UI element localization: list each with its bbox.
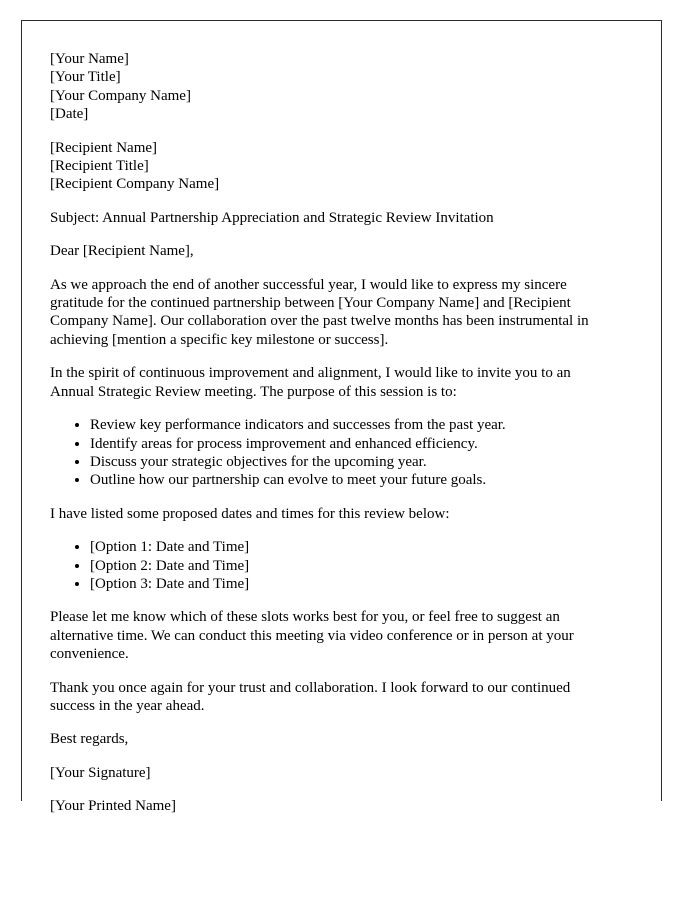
printed-name-text: [Your Printed Name] <box>50 798 176 815</box>
option-bullet-list <box>50 538 633 593</box>
letter-date: [Date] <box>50 106 89 123</box>
sender-block <box>50 50 633 124</box>
paragraph-dates-intro <box>50 505 633 523</box>
paragraph-line: gratitude for the continued partnership between [Your Company Name] and [Recipient <box>50 295 571 312</box>
recipient-block <box>50 139 633 194</box>
subject-line <box>50 209 633 227</box>
paragraph-invite <box>50 364 633 401</box>
recipient-title: [Recipient Title] <box>50 158 149 175</box>
paragraph-line: alternative time. We can conduct this meeting via video conference or in person at your <box>50 627 574 644</box>
option-bullet-item: • [Option 3: Date and Time] <box>90 575 633 593</box>
subject-text: Subject: Annual Partnership Appreciation and Strategic Review Invitation <box>50 209 494 226</box>
signature-text: [Your Signature] <box>50 764 151 781</box>
recipient-company: [Recipient Company Name] <box>50 176 220 193</box>
closing-text: Best regards, <box>50 731 129 748</box>
option-bullet-item: • [Option 2: Date and Time] <box>90 557 633 575</box>
sender-company: [Your Company Name] <box>50 87 191 104</box>
paragraph-line: Please let me know which of these slots works best for you, or feel free to suggest an <box>50 609 560 626</box>
paragraph-line: I have listed some proposed dates and times for this review below: <box>50 505 450 522</box>
salutation-text: Dear [Recipient Name], <box>50 243 194 260</box>
paragraph-line: convenience. <box>50 646 129 663</box>
printed-name <box>50 797 633 815</box>
recipient-name: [Recipient Name] <box>50 139 158 156</box>
salutation <box>50 242 633 260</box>
sender-name: [Your Name] <box>50 51 129 67</box>
paragraph-line: Annual Strategic Review meeting. The purpose of this session is to: <box>50 383 457 400</box>
purpose-bullet-item: • Review key performance indicators and successes from the past year. <box>90 416 633 434</box>
closing <box>50 730 633 748</box>
paragraph-gratitude <box>50 276 633 350</box>
paragraph-line: achieving [mention a specific key milestone or success]. <box>50 331 389 348</box>
paragraph-slots <box>50 608 633 663</box>
paragraph-line: Company Name]. Our collaboration over the past twelve months has been instrumental in <box>50 313 589 330</box>
signature <box>50 764 633 782</box>
letter-sheet <box>21 20 662 815</box>
option-bullet-item: • [Option 1: Date and Time] <box>90 538 633 556</box>
paragraph-line: As we approach the end of another successful year, I would like to express my sincere <box>50 276 567 293</box>
sender-title: [Your Title] <box>50 69 121 86</box>
purpose-bullet-item: • Outline how our partnership can evolve to meet your future goals. <box>90 471 633 489</box>
purpose-bullet-item: • Discuss your strategic objectives for the upcoming year. <box>90 453 633 471</box>
paragraph-thanks <box>50 679 633 716</box>
paragraph-line: In the spirit of continuous improvement and alignment, I would like to invite you to an <box>50 365 571 382</box>
paragraph-line: Thank you once again for your trust and collaboration. I look forward to our continued <box>50 679 571 696</box>
purpose-bullet-list <box>50 416 633 490</box>
paragraph-line: success in the year ahead. <box>50 697 205 714</box>
purpose-bullet-item: • Identify areas for process improvement and enhanced efficiency. <box>90 435 633 453</box>
